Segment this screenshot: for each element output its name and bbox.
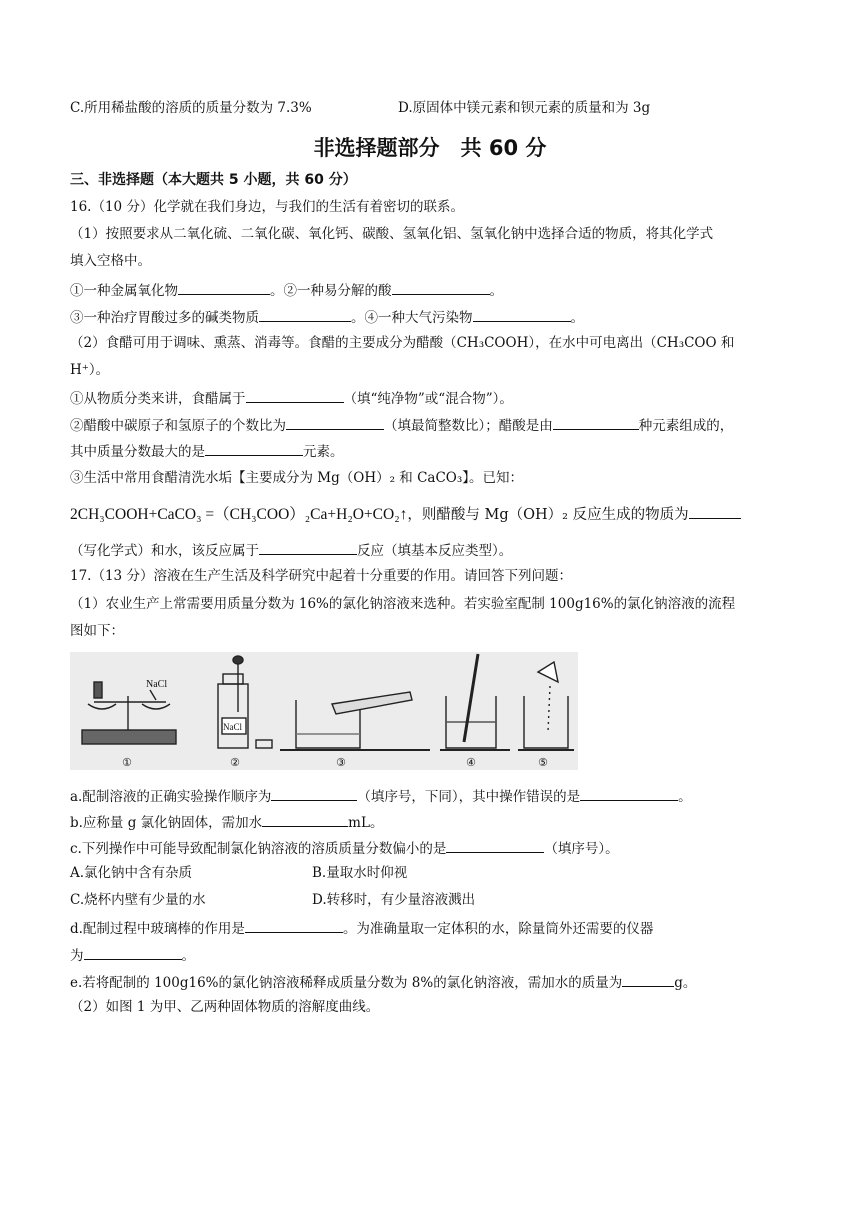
balance-illustration (82, 679, 176, 744)
q16-p2-line1: （2）食醋可用于调味、熏蒸、消毒等。食醋的主要成分为醋酸（CH₃COOH），在水中可电离出（CH₃COO 和 (70, 335, 735, 351)
fig-label-4: ④ (466, 756, 476, 769)
bottle-label: NaCl (223, 722, 242, 732)
q16-p1-line1: （1）按照要求从二氧化硫、二氧化碳、氧化钙、碳酸、氢氧化铝、氢氧化钠中选择合适的物质，将其化学式 (70, 226, 714, 242)
q16-sub1 (70, 388, 513, 408)
q16-s2d: 其中质量分数最大的是 (70, 444, 205, 460)
answer-blank[interactable] (580, 786, 678, 801)
fig-label-3: ③ (336, 756, 346, 769)
q17-d2: 。为准确量取一定体积的水，除量筒外还需要的仪器 (342, 921, 654, 937)
answer-blank[interactable] (392, 280, 490, 295)
q16-i2c: 。 (570, 310, 584, 326)
q16-s4b: 反应（填基本反应类型）。 (357, 543, 513, 559)
q16-sub4 (70, 540, 512, 560)
q17-e (70, 972, 696, 992)
q17-c (70, 838, 619, 858)
transfer-illustration (518, 662, 574, 750)
q16-p1-line2: 填入空格中。 (70, 253, 151, 269)
q16-sub3: ③生活中常用食醋清洗水垢【主要成分为 Mg（OH）₂ 和 CaCO₃】。已知： (70, 470, 524, 486)
part-heading: 三、非选择题（本大题共 5 小题，共 60 分） (70, 172, 357, 188)
section-title: 非选择题部分 共 60 分 (313, 136, 547, 160)
answer-blank[interactable] (246, 388, 344, 403)
q16-i2a: ③一种治疗胃酸过多的碱类物质 (70, 310, 259, 326)
q16-s1a: ①从物质分类来讲，食醋属于 (70, 391, 246, 407)
q16-i1a: ①一种金属氧化物 (70, 283, 178, 299)
answer-blank[interactable] (84, 945, 182, 960)
q16-i2b: 。④一种大气污染物 (351, 310, 473, 326)
q17-option-c: C.烧杯内壁有少量的水 (70, 892, 206, 908)
q16-s1b: （填“纯净物”或“混合物”）。 (343, 391, 513, 407)
pouring-illustration (280, 692, 430, 750)
q16-equation-line (70, 504, 741, 524)
q16-eq-tail: ，则醋酸与 Mg（OH）₂ 反应生成的物质为 (407, 507, 689, 523)
option-d: D.原固体中镁元素和钡元素的质量和为 3g (398, 100, 651, 116)
q16-sub2 (70, 415, 733, 435)
q16-item-3-4 (70, 307, 584, 327)
q16-sub2-cont (70, 441, 344, 461)
q17-d3: 为 (70, 948, 84, 964)
reagent-bottle-illustration (218, 656, 272, 748)
q17-intro: 17.（13 分）溶液在生产生活及科学研究中起着十分重要的作用。请回答下列问题： (70, 568, 572, 584)
lab-procedure-figure (70, 652, 578, 770)
fig-label-1: ① (122, 756, 132, 769)
answer-blank[interactable] (259, 307, 351, 322)
q17-p1-line2: 图如下： (70, 623, 124, 639)
q17-p2: （2）如图 1 为甲、乙两种固体物质的溶解度曲线。 (70, 999, 380, 1015)
stirring-illustration (440, 654, 510, 750)
answer-blank[interactable] (271, 786, 357, 801)
q17-c2: （填序号）。 (544, 841, 619, 857)
nacl-label: NaCl (146, 679, 168, 690)
q16-item-1-2 (70, 280, 503, 300)
q16-s4a: （写化学式）和水，该反应属于 (70, 543, 259, 559)
q16-i1c: 。 (489, 283, 503, 299)
q16-s2a: ②醋酸中碳原子和氢原子的个数比为 (70, 418, 286, 434)
q17-b2: mL。 (348, 815, 384, 831)
fig-label-5: ⑤ (538, 756, 548, 769)
answer-blank[interactable] (259, 540, 357, 555)
q17-a2: （填序号，下同），其中操作错误的是 (357, 789, 581, 805)
answer-blank[interactable] (205, 441, 303, 456)
q17-d1: d.配制过程中玻璃棒的作用是 (70, 921, 245, 937)
q17-option-b: B.量取水时仰视 (312, 865, 408, 881)
q17-e1: e.若将配制的 100g16%的氯化钠溶液稀释成质量分数为 8%的氯化钠溶液，需加水的质量为 (70, 975, 623, 991)
q16-s2b: （填最简整数比）；醋酸是由 (384, 418, 553, 434)
q16-p2-line2: H⁺）。 (70, 362, 110, 378)
q16-i1b: 。②一种易分解的酸 (270, 283, 392, 299)
answer-blank[interactable] (689, 504, 741, 519)
q16-s2e: 元素。 (303, 444, 344, 460)
q17-option-a: A.氯化钠中含有杂质 (70, 865, 193, 881)
lab-procedure-diagram (70, 652, 578, 770)
q17-b (70, 812, 383, 832)
fig-label-2: ② (230, 756, 240, 769)
q16-intro: 16.（10 分）化学就在我们身边，与我们的生活有着密切的联系。 (70, 199, 464, 215)
answer-blank[interactable] (446, 838, 544, 853)
answer-blank[interactable] (553, 415, 639, 430)
answer-blank[interactable] (262, 812, 348, 827)
q17-b1: b.应称量 g 氯化钠固体，需加水 (70, 815, 263, 831)
q17-d (70, 918, 653, 938)
q17-a (70, 786, 692, 806)
answer-blank[interactable] (473, 307, 571, 322)
answer-blank[interactable] (286, 415, 384, 430)
answer-blank[interactable] (245, 918, 343, 933)
q17-a3: 。 (678, 789, 692, 805)
q16-s2c: 种元素组成的， (638, 418, 734, 434)
answer-blank[interactable] (178, 280, 270, 295)
q17-e2: g。 (674, 975, 697, 991)
q17-a1: a.配制溶液的正确实验操作顺序为 (70, 789, 272, 805)
q17-d-cont (70, 945, 195, 965)
option-c: C.所用稀盐酸的溶质的质量分数为 7.3% (70, 100, 312, 116)
q17-c1: c.下列操作中可能导致配制氯化钠溶液的溶质质量分数偏小的是 (70, 841, 447, 857)
answer-blank[interactable] (622, 972, 674, 987)
q17-p1-line1: （1）农业生产上常需要用质量分数为 16%的氯化钠溶液来选种。若实验室配制 100g16%的氯化钠溶液的流程 (70, 596, 736, 612)
q17-option-d: D.转移时，有少量溶液溅出 (312, 892, 476, 908)
chemical-equation: 2CH₃COOH+CaCO₃ =（CH₃COO）₂Ca+H₂O+CO₂↑ (70, 506, 408, 523)
q17-d4: 。 (181, 948, 195, 964)
